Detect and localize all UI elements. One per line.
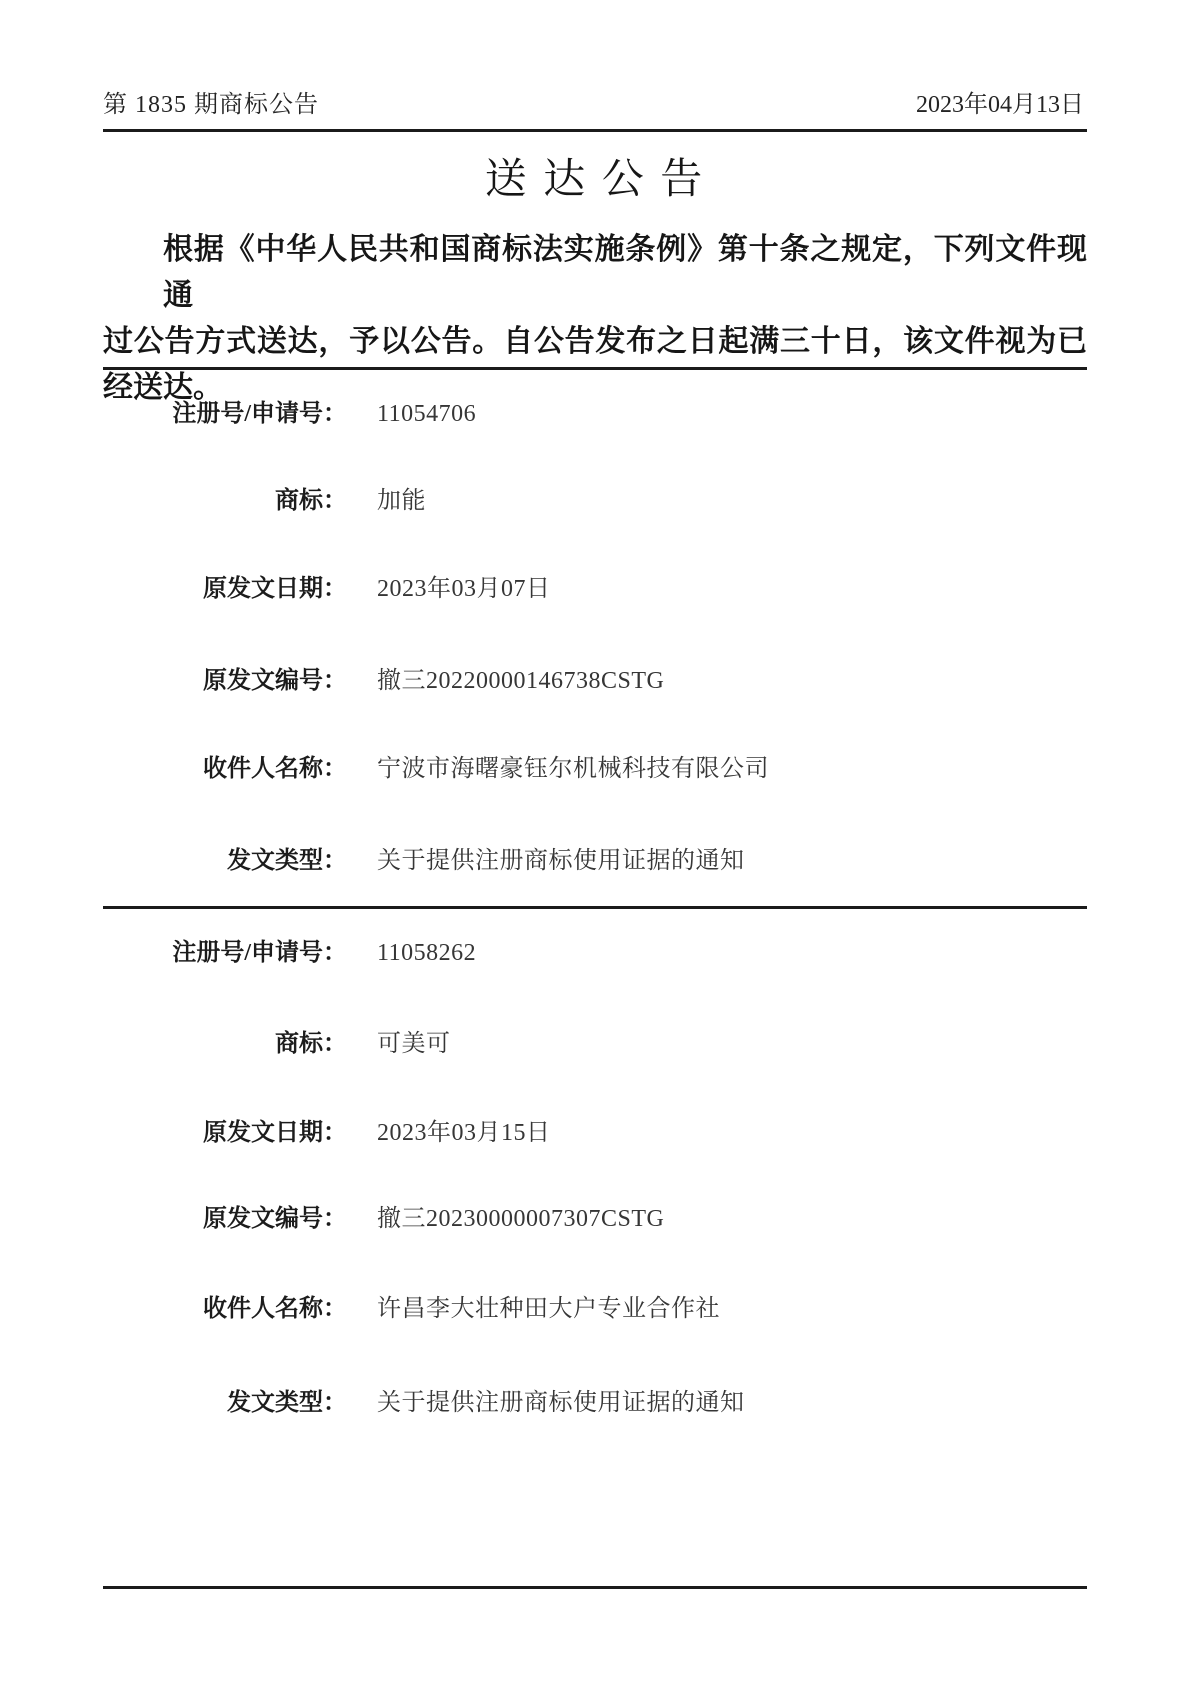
field-row-original-issue-date — [103, 568, 1087, 603]
field-label: 发文类型： — [227, 848, 347, 874]
field-label: 注册号/申请号： — [172, 401, 347, 427]
field-value: 撤三20230000007307CSTG — [377, 1206, 665, 1232]
field-label: 原发文编号： — [203, 1206, 347, 1232]
field-value: 撤三20220000146738CSTG — [377, 668, 665, 694]
field-row-original-document-number — [103, 660, 1087, 695]
field-value: 关于提供注册商标使用证据的通知 — [377, 848, 745, 874]
field-label: 收件人名称： — [203, 1296, 347, 1322]
field-label: 发文类型： — [227, 1390, 347, 1416]
field-label: 收件人名称： — [203, 756, 347, 782]
page-title: 送 达 公 告 — [484, 157, 706, 203]
field-row-registration-number — [103, 932, 1087, 967]
intro-line-3: 经送达。 — [103, 371, 223, 404]
field-row-trademark — [103, 480, 1087, 515]
field-value: 11058262 — [377, 940, 477, 966]
field-label: 商标： — [275, 1031, 347, 1057]
intro-line-2: 过公告方式送达，予以公告。自公告发布之日起满三十日，该文件视为已 — [103, 325, 1087, 358]
field-value: 可美可 — [377, 1031, 451, 1057]
field-label: 注册号/申请号： — [172, 940, 347, 966]
header-divider — [103, 129, 1087, 132]
intro-paragraph — [103, 227, 1087, 411]
field-label: 商标： — [275, 488, 347, 514]
field-row-trademark — [103, 1023, 1087, 1058]
field-value: 许昌李大壮种田大户专业合作社 — [377, 1296, 720, 1322]
header-date: 2023年04月13日 — [916, 92, 1084, 118]
field-value: 2023年03月15日 — [377, 1120, 551, 1146]
field-value: 加能 — [377, 488, 426, 514]
field-row-original-issue-date — [103, 1112, 1087, 1147]
field-value: 11054706 — [377, 401, 477, 427]
field-value: 2023年03月07日 — [377, 576, 551, 602]
field-row-original-document-number — [103, 1198, 1087, 1233]
field-row-recipient-name — [103, 748, 1087, 783]
field-label: 原发文日期： — [203, 1120, 347, 1146]
field-row-document-type — [103, 1382, 1087, 1417]
header-issue-number: 第 1835 期商标公告 — [103, 92, 319, 118]
field-label: 原发文日期： — [203, 576, 347, 602]
record-divider-top — [103, 367, 1087, 370]
intro-line-1: 根据《中华人民共和国商标法实施条例》第十条之规定，下列文件现通 — [163, 233, 1087, 312]
record-divider-middle — [103, 906, 1087, 909]
field-row-recipient-name — [103, 1288, 1087, 1323]
field-row-document-type — [103, 840, 1087, 875]
field-label: 原发文编号： — [203, 668, 347, 694]
field-row-registration-number — [103, 393, 1087, 428]
field-value: 宁波市海曙豪钰尔机械科技有限公司 — [377, 756, 769, 782]
page-bottom-divider — [103, 1586, 1087, 1589]
field-value: 关于提供注册商标使用证据的通知 — [377, 1390, 745, 1416]
